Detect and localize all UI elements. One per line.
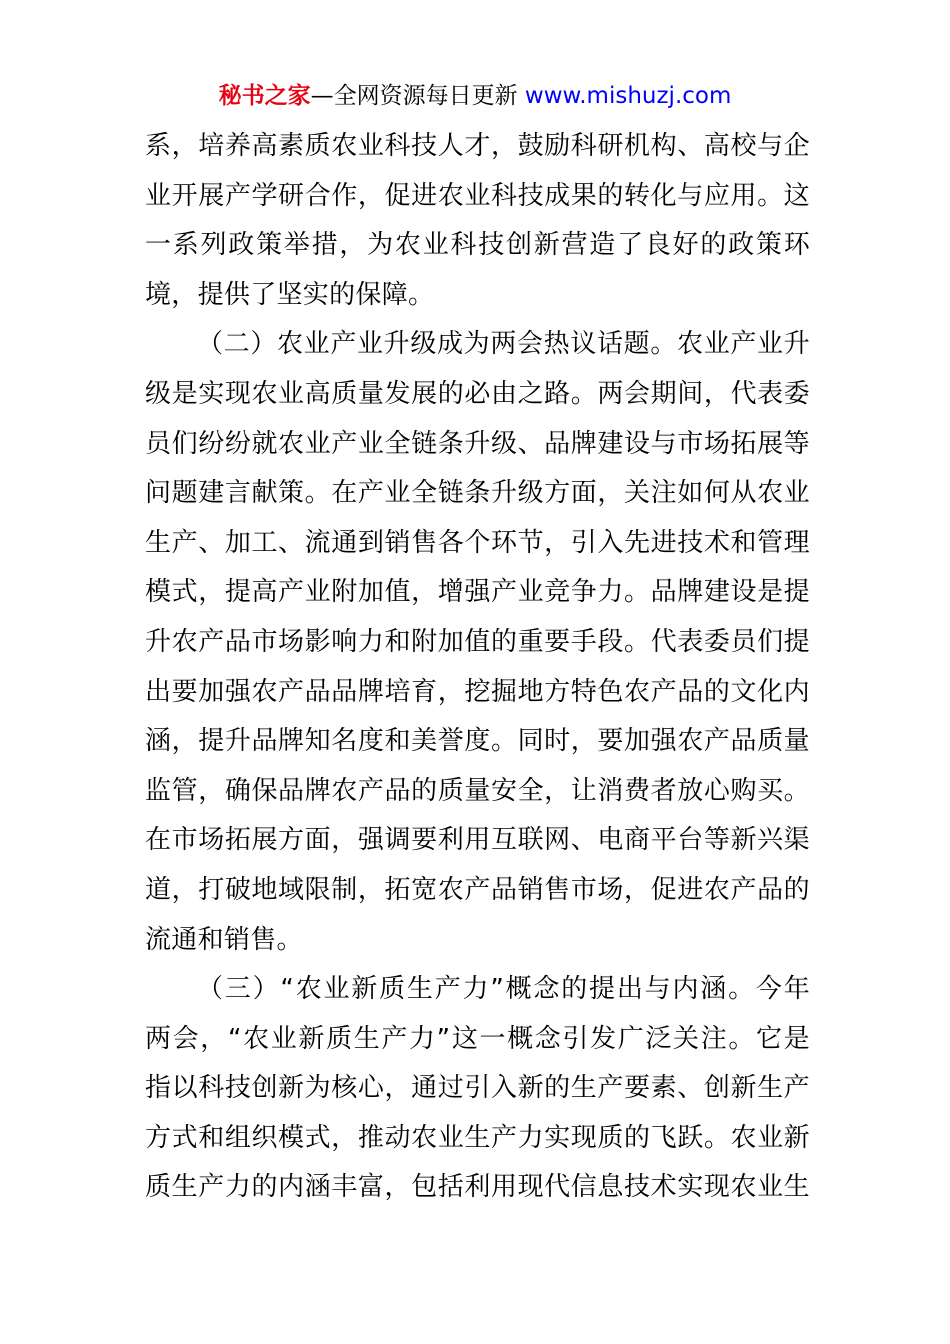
paragraph-line: 质生产力的内涵丰富，包括利用现代信息技术实现农业生 [145, 1172, 810, 1203]
paragraph-line: 模式，提高产业附加值，增强产业竞争力。品牌建设是提 [145, 577, 810, 608]
paragraph-line: 升农产品市场影响力和附加值的重要手段。代表委员们提 [145, 626, 810, 657]
paragraph-line: 方式和组织模式，推动农业生产力实现质的飞跃。农业新 [145, 1122, 810, 1153]
paragraph-line: 系，培养高素质农业科技人才，鼓励科研机构、高校与企 [145, 131, 810, 161]
paragraph-line: 道，打破地域限制，拓宽农产品销售市场，促进农产品的 [145, 874, 810, 905]
paragraph-line: 境，提供了坚实的保障。 [145, 279, 435, 310]
paragraph-line: 问题建言献策。在产业全链条升级方面，关注如何从农业 [145, 478, 810, 509]
paragraph-line: 监管，确保品牌农产品的质量安全，让消费者放心购买。 [145, 775, 810, 806]
paragraph-line: 涵，提升品牌知名度和美誉度。同时，要加强农产品质量 [145, 726, 810, 757]
document-body [145, 122, 810, 1213]
paragraph-line: 一系列政策举措，为农业科技创新营造了良好的政策环 [145, 230, 810, 261]
paragraph-heading-line: （三）“农业新质生产力”概念的提出与内涵。今年 [197, 974, 810, 1005]
paragraph-line: 两会，“农业新质生产力”这一概念引发广泛关注。它是 [145, 1023, 810, 1054]
brand-name: 秘书之家 [218, 83, 311, 109]
paragraph-line: 员们纷纷就农业产业全链条升级、品牌建设与市场拓展等 [145, 428, 810, 459]
paragraph-line: 在市场拓展方面，强调要利用互联网、电商平台等新兴渠 [145, 825, 810, 856]
header-slogan: —全网资源每日更新 [310, 83, 518, 109]
paragraph-line: 业开展产学研合作，促进农业科技成果的转化与应用。这 [145, 180, 810, 211]
paragraph-heading-line: （二）农业产业升级成为两会热议话题。农业产业升 [197, 329, 810, 360]
header-url-link[interactable]: www.mishuzj.com [524, 83, 732, 109]
paragraph-line: 生产、加工、流通到销售各个环节，引入先进技术和管理 [145, 527, 810, 558]
page-header [0, 80, 950, 112]
paragraph-line: 指以科技创新为核心，通过引入新的生产要素、创新生产 [145, 1073, 810, 1104]
paragraph-line: 出要加强农产品品牌培育，挖掘地方特色农产品的文化内 [145, 676, 810, 707]
paragraph-line: 流通和销售。 [145, 924, 303, 955]
paragraph-line: 级是实现农业高质量发展的必由之路。两会期间，代表委 [145, 378, 810, 409]
